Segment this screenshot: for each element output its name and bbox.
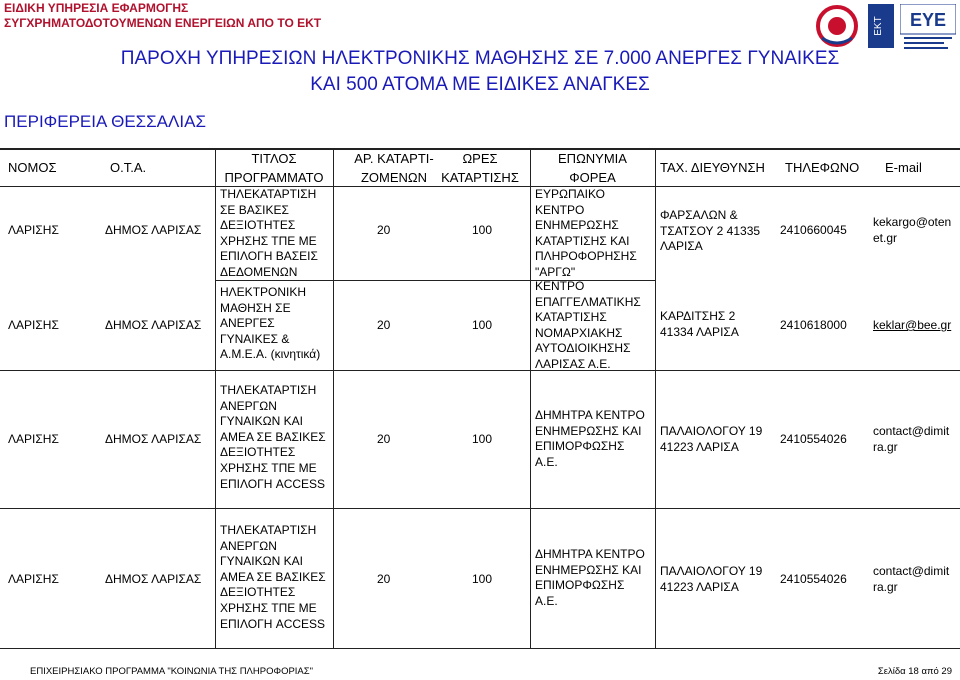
eye-logo-icon (900, 4, 956, 54)
footer-program-name: ΕΠΙΧΕΙΡΗΣΙΑΚΟ ΠΡΟΓΡΑΜΜΑ "ΚΟΙΝΩΝΙΑ ΤΗΣ ΠΛΗΡΟΦΟΡΙΑΣ" (30, 666, 314, 677)
cofunding-emblem-icon (812, 4, 862, 48)
cell-provider: ΔΗΜΗΤΡΑ ΚΕΝΤΡΟ ΕΝΗΜΕΡΩΣΗΣ ΚΑΙ ΕΠΙΜΟΡΦΩΣΗΣ Α.Ε. (535, 408, 645, 469)
cell-ota: ΔΗΜΟΣ ΛΑΡΙΣΑΣ (105, 432, 202, 446)
col-header-trainees: ΑΡ. ΚΑΤΑΡΤΙ- ΖΟΜΕΝΩΝ (354, 151, 434, 185)
row-separator-2 (0, 370, 960, 371)
agency-name-line1: ΕΙΔΙΚΗ ΥΠΗΡΕΣΙΑ ΕΦΑΡΜΟΓΗΣ (4, 1, 189, 15)
cell-nomos: ΛΑΡΙΣΗΣ (8, 432, 59, 446)
cell-provider: ΕΥΡΩΠΑΙΚΟ ΚΕΝΤΡΟ ΕΝΗΜΕΡΩΣΗΣ ΚΑΤΑΡΤΙΣΗΣ ΚΑΙ ΠΛΗΡΟΦΟΡΗΣΗΣ "ΑΡΓΩ" (535, 187, 637, 279)
page-title-line2: ΚΑΙ 500 ΑΤΟΜΑ ΜΕ ΕΙΔΙΚΕΣ ΑΝΑΓΚΕΣ (310, 74, 650, 95)
cell-trainees: 20 (377, 432, 391, 446)
cell-title: ΤΗΛΕΚΑΤΑΡΤΙΣΗ ΑΝΕΡΓΩΝ ΓΥΝΑΙΚΩΝ ΚΑΙ ΑΜΕΑ ΣΕ ΒΑΣΙΚΕΣ ΔΕΞΙΟΤΗΤΕΣ ΧΡΗΣΗΣ ΤΠΕ ΜΕ ΕΠΙΛΟΓΗ ACCESS (220, 523, 326, 631)
cell-title: ΗΛΕΚΤΡΟΝΙΚΗ ΜΑΘΗΣΗ ΣΕ ΑΝΕΡΓΕΣ ΓΥΝΑΙΚΕΣ & Α.Μ.Ε.Α. (κινητικά) (220, 285, 321, 362)
cell-ota: ΔΗΜΟΣ ΛΑΡΙΣΑΣ (105, 572, 202, 586)
cell-nomos: ΛΑΡΙΣΗΣ (8, 572, 59, 586)
cell-trainees: 20 (377, 223, 391, 237)
ekt-logo-text: ΕΚΤ (873, 16, 884, 36)
cell-hours: 100 (472, 432, 493, 446)
col-header-title: ΤΙΤΛΟΣ ΠΡΟΓΡΑΜΜΑΤΟ (224, 151, 324, 185)
agency-name-line2: ΣΥΓΧΡΗΜΑΤΟΔΟΤΟΥΜΕΝΩΝ ΕΝΕΡΓΕΙΩΝ ΑΠΟ ΤΟ ΕΚΤ (4, 16, 322, 30)
row-separator-3 (0, 508, 960, 509)
footer-page-number: Σελίδα 18 από 29 (877, 666, 952, 677)
col-header-phone: ΤΗΛΕΦΩΝΟ (785, 160, 860, 175)
cell-email[interactable]: kekargo@oten et.gr (873, 215, 952, 245)
ekt-logo-icon (868, 4, 894, 48)
cell-nomos: ΛΑΡΙΣΗΣ (8, 223, 59, 237)
cell-ota: ΔΗΜΟΣ ΛΑΡΙΣΑΣ (105, 318, 202, 332)
col-header-provider: ΕΠΩΝΥΜΙΑ ΦΟΡΕΑ (558, 151, 627, 185)
cell-phone: 2410618000 (780, 318, 847, 332)
cell-phone: 2410660045 (780, 223, 847, 237)
cell-provider: ΚΕΝΤΡΟ ΕΠΑΓΓΕΛΜΑΤΙΚΗΣ ΚΑΤΑΡΤΙΣΗΣ ΝΟΜΑΡΧΙΑΚΗΣ ΑΥΤΟΔΙΟΙΚΗΣΗΣ ΛΑΡΙΣΑΣ Α.Ε. (535, 279, 641, 371)
col-header-address: ΤΑΧ. ΔΙΕΥΘΥΝΣΗ (660, 160, 765, 175)
col-divider-provider-right (655, 148, 656, 648)
col-header-nomos: ΝΟΜΟΣ (8, 160, 57, 175)
col-header-ota: Ο.Τ.Α. (110, 160, 147, 175)
col-header-hours: ΩΡΕΣ ΚΑΤΑΡΤΙΣΗΣ (441, 151, 519, 185)
col-divider-provider-left (530, 148, 531, 648)
cell-title: ΤΗΛΕΚΑΤΑΡΤΙΣΗ ΑΝΕΡΓΩΝ ΓΥΝΑΙΚΩΝ ΚΑΙ ΑΜΕΑ ΣΕ ΒΑΣΙΚΕΣ ΔΕΞΙΟΤΗΤΕΣ ΧΡΗΣΗΣ ΤΠΕ ΜΕ ΕΠΙΛΟΓΗ ACCESS (220, 383, 326, 491)
cell-provider: ΔΗΜΗΤΡΑ ΚΕΝΤΡΟ ΕΝΗΜΕΡΩΣΗΣ ΚΑΙ ΕΠΙΜΟΡΦΩΣΗΣ Α.Ε. (535, 547, 645, 608)
table-bottom-border (0, 648, 960, 649)
eye-logo-text: ΕΥΕ (909, 10, 947, 30)
col-divider-title-right (333, 148, 334, 648)
cell-email[interactable]: contact@dimit ra.gr (873, 564, 950, 594)
cell-ota: ΔΗΜΟΣ ΛΑΡΙΣΑΣ (105, 223, 202, 237)
cell-hours: 100 (472, 223, 493, 237)
cell-address: ΚΑΡΔΙΤΣΗΣ 2 41334 ΛΑΡΙΣΑ (660, 309, 739, 339)
cell-hours: 100 (472, 318, 493, 332)
cell-address: ΠΑΛΑΙΟΛΟΓΟΥ 19 41223 ΛΑΡΙΣΑ (660, 424, 763, 454)
cell-trainees: 20 (377, 318, 391, 332)
cell-email[interactable]: contact@dimit ra.gr (873, 424, 950, 454)
cell-trainees: 20 (377, 572, 391, 586)
region-heading: ΠΕΡΙΦΕΡΕΙΑ ΘΕΣΣΑΛΙΑΣ (4, 112, 206, 131)
cell-phone: 2410554026 (780, 572, 847, 586)
cell-email[interactable]: keklar@bee.gr (873, 318, 952, 332)
col-header-email: E-mail (885, 160, 922, 175)
page-title-line1: ΠΑΡΟΧΗ ΥΠΗΡΕΣΙΩΝ ΗΛΕΚΤΡΟΝΙΚΗΣ ΜΑΘΗΣΗΣ ΣΕ 7.000 ΑΝΕΡΓΕΣ ΓΥΝΑΙΚΕΣ (120, 48, 840, 69)
cell-phone: 2410554026 (780, 432, 847, 446)
cell-nomos: ΛΑΡΙΣΗΣ (8, 318, 59, 332)
cell-address: ΦΑΡΣΑΛΩΝ & ΤΣΑΤΣΟΥ 2 41335 ΛΑΡΙΣΑ (660, 208, 761, 254)
cell-hours: 100 (472, 572, 493, 586)
cell-title: ΤΗΛΕΚΑΤΑΡΤΙΣΗ ΣΕ ΒΑΣΙΚΕΣ ΔΕΞΙΟΤΗΤΕΣ ΧΡΗΣΗΣ ΤΠΕ ΜΕ ΕΠΙΛΟΓΗ ΒΑΣΕΙΣ ΔΕΔΟΜΕΝΩΝ (220, 187, 318, 279)
col-divider-title-left (215, 148, 216, 648)
cell-address: ΠΑΛΑΙΟΛΟΓΟΥ 19 41223 ΛΑΡΙΣΑ (660, 564, 763, 594)
